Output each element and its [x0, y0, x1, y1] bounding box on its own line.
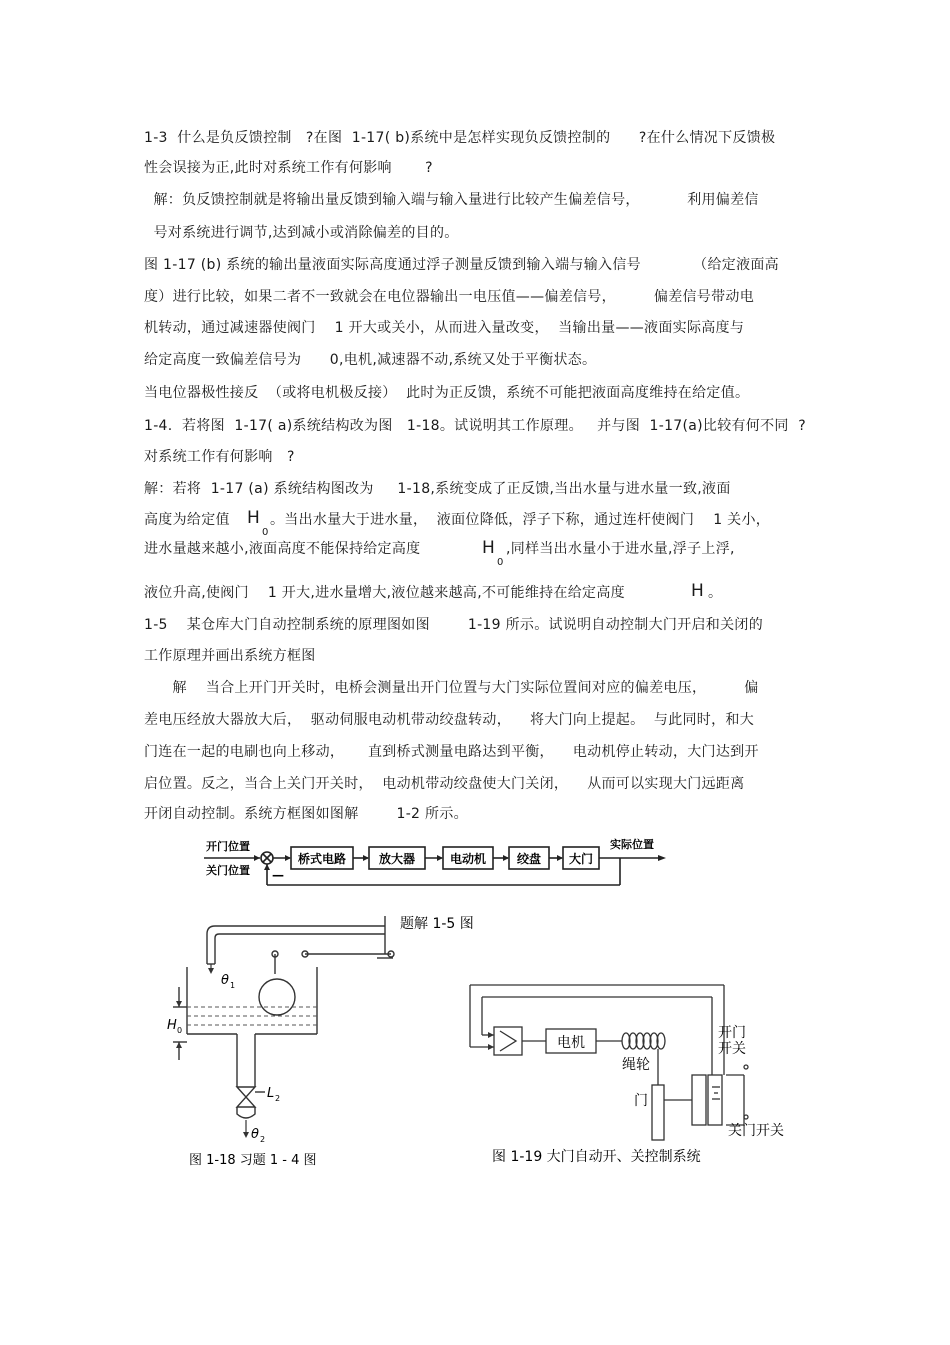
answer2-line3a: 进水量越来越小,液面高度不能保持给定高度: [144, 541, 421, 557]
door-label: 门: [634, 1093, 648, 1109]
figure-1-18: [165, 912, 405, 1172]
answer3-line4: 启位置。反之，当合上关门开关时， 电动机带动绞盘使大门关闭， 从而可以实现大门远距离: [144, 776, 745, 792]
fig18-caption: 图 1-18 习题 1 - 4 图: [189, 1153, 317, 1168]
q1-4-line1: 1-4. 若将图 1-17( a)系统结构改为图 1-18。试说明其工作原理。 并与图 1-17(a)比较有何不同 ?: [144, 418, 806, 434]
h0-label-sub: 0: [177, 1026, 183, 1035]
theta1-sub: 1: [230, 981, 236, 990]
block-motor: 电动机: [449, 852, 487, 866]
input-close-label: 关门位置: [206, 864, 250, 877]
minus-sign: —: [272, 868, 284, 882]
q1-5-line1: 1-5 某仓库大门自动控制系统的原理图如图 1-19 所示。试说明自动控制大门开启和关闭的: [144, 617, 763, 633]
diagram-caption: 题解 1-5 图: [400, 916, 474, 932]
figure-1-19: [462, 975, 802, 1170]
input-open-label: 开门位置: [206, 840, 250, 853]
open-switch-label-2: 开关: [718, 1041, 746, 1057]
answer2-line1: 解：若将 1-17 (a) 系统结构图改为 1-18,系统变成了正反馈,当出水量与进水量一致,液面: [144, 481, 731, 497]
h0-label: H: [167, 1018, 177, 1033]
block-amplifier: 放大器: [378, 852, 416, 866]
l2-label: L: [267, 1086, 275, 1101]
answer2-line4a: 液位升高,使阀门 1 开大,进水量增大,液位越来越高,不可能维持在给定高度: [144, 585, 625, 601]
h0-subscript: 0: [497, 557, 504, 568]
theta1-label: θ: [221, 973, 229, 988]
answer3-line2: 差电压经放大器放大后， 驱动伺服电动机带动绞盘转动， 将大门向上提起。 与此同时，和大: [144, 712, 754, 728]
answer3-line3: 门连在一起的电刷也向上移动， 直到桥式测量电路达到平衡， 电动机停止转动，大门达到开: [144, 744, 759, 760]
answer2-line2c: 。当出水量大于进水量， 液面位降低，浮子下称，通过连杆使阀门 1 关小，: [270, 512, 771, 528]
answer-line6: 给定高度一致偏差信号为 0,电机,减速器不动,系统又处于平衡状态。: [144, 352, 597, 368]
q1-4-line2: 对系统工作有何影响 ?: [144, 449, 295, 465]
output-label: 实际位置: [610, 838, 654, 851]
answer-line2: 号对系统进行调节,达到减小或消除偏差的目的。: [144, 225, 459, 241]
q1-5-line2: 工作原理并画出系统方框图: [144, 648, 316, 664]
block-door: 大门: [568, 852, 594, 866]
fig19-caption: 图 1-19 大门自动开、关控制系统: [492, 1149, 701, 1165]
answer-line7: 当电位器极性接反 （或将电机极反接） 此时为正反馈，系统不可能把液面高度维持在给定值。: [144, 385, 750, 401]
close-switch-label: 关门开关: [728, 1123, 784, 1139]
q1-3-line1: 1-3 什么是负反馈控制 ?在图 1-17( b)系统中是怎样实现负反馈控制的 ?在什么情况下反馈极: [144, 130, 776, 146]
answer2-line2a: 高度为给定值: [144, 512, 230, 528]
motor-label: 电机: [557, 1035, 585, 1051]
h0-symbol: H: [691, 581, 704, 601]
answer2-line3c: ,同样当出水量小于进水量,浮子上浮,: [506, 541, 735, 557]
block-winch: 绞盘: [516, 852, 542, 866]
l2-sub: 2: [275, 1094, 281, 1103]
h0-symbol: H: [247, 508, 260, 528]
q1-3-line2: 性会误接为正,此时对系统工作有何影响 ?: [144, 160, 433, 176]
theta2-sub: 2: [260, 1135, 266, 1144]
answer3-line1: 解 当合上开门开关时，电桥会测量出开门位置与大门实际位置间对应的偏差电压， 偏: [144, 680, 759, 696]
h0-symbol: H: [482, 538, 495, 558]
answer-line5: 机转动，通过减速器使阀门 1 开大或关小，从而进入量改变， 当输出量——液面实际高度与: [144, 320, 745, 336]
answer-line1: 解：负反馈控制就是将输出量反馈到输入端与输入量进行比较产生偏差信号， 利用偏差信: [144, 192, 759, 208]
answer-line4: 度）进行比较，如果二者不一致就会在电位器输出一电压值——偏差信号， 偏差信号带动电: [144, 289, 754, 305]
answer3-line5: 开闭自动控制。系统方框图如图解 1-2 所示。: [144, 806, 468, 822]
answer-line3: 图 1-17 (b) 系统的输出量液面实际高度通过浮子测量反馈到输入端与输入信号 （给定液面高: [144, 257, 779, 273]
open-switch-label-1: 开门: [718, 1025, 746, 1041]
h0-subscript: 0: [262, 527, 269, 538]
answer2-line4c: 。: [708, 585, 723, 601]
pulley-label: 绳轮: [622, 1057, 650, 1073]
block-bridge: 桥式电路: [297, 852, 347, 866]
theta2-label: θ: [251, 1127, 259, 1142]
